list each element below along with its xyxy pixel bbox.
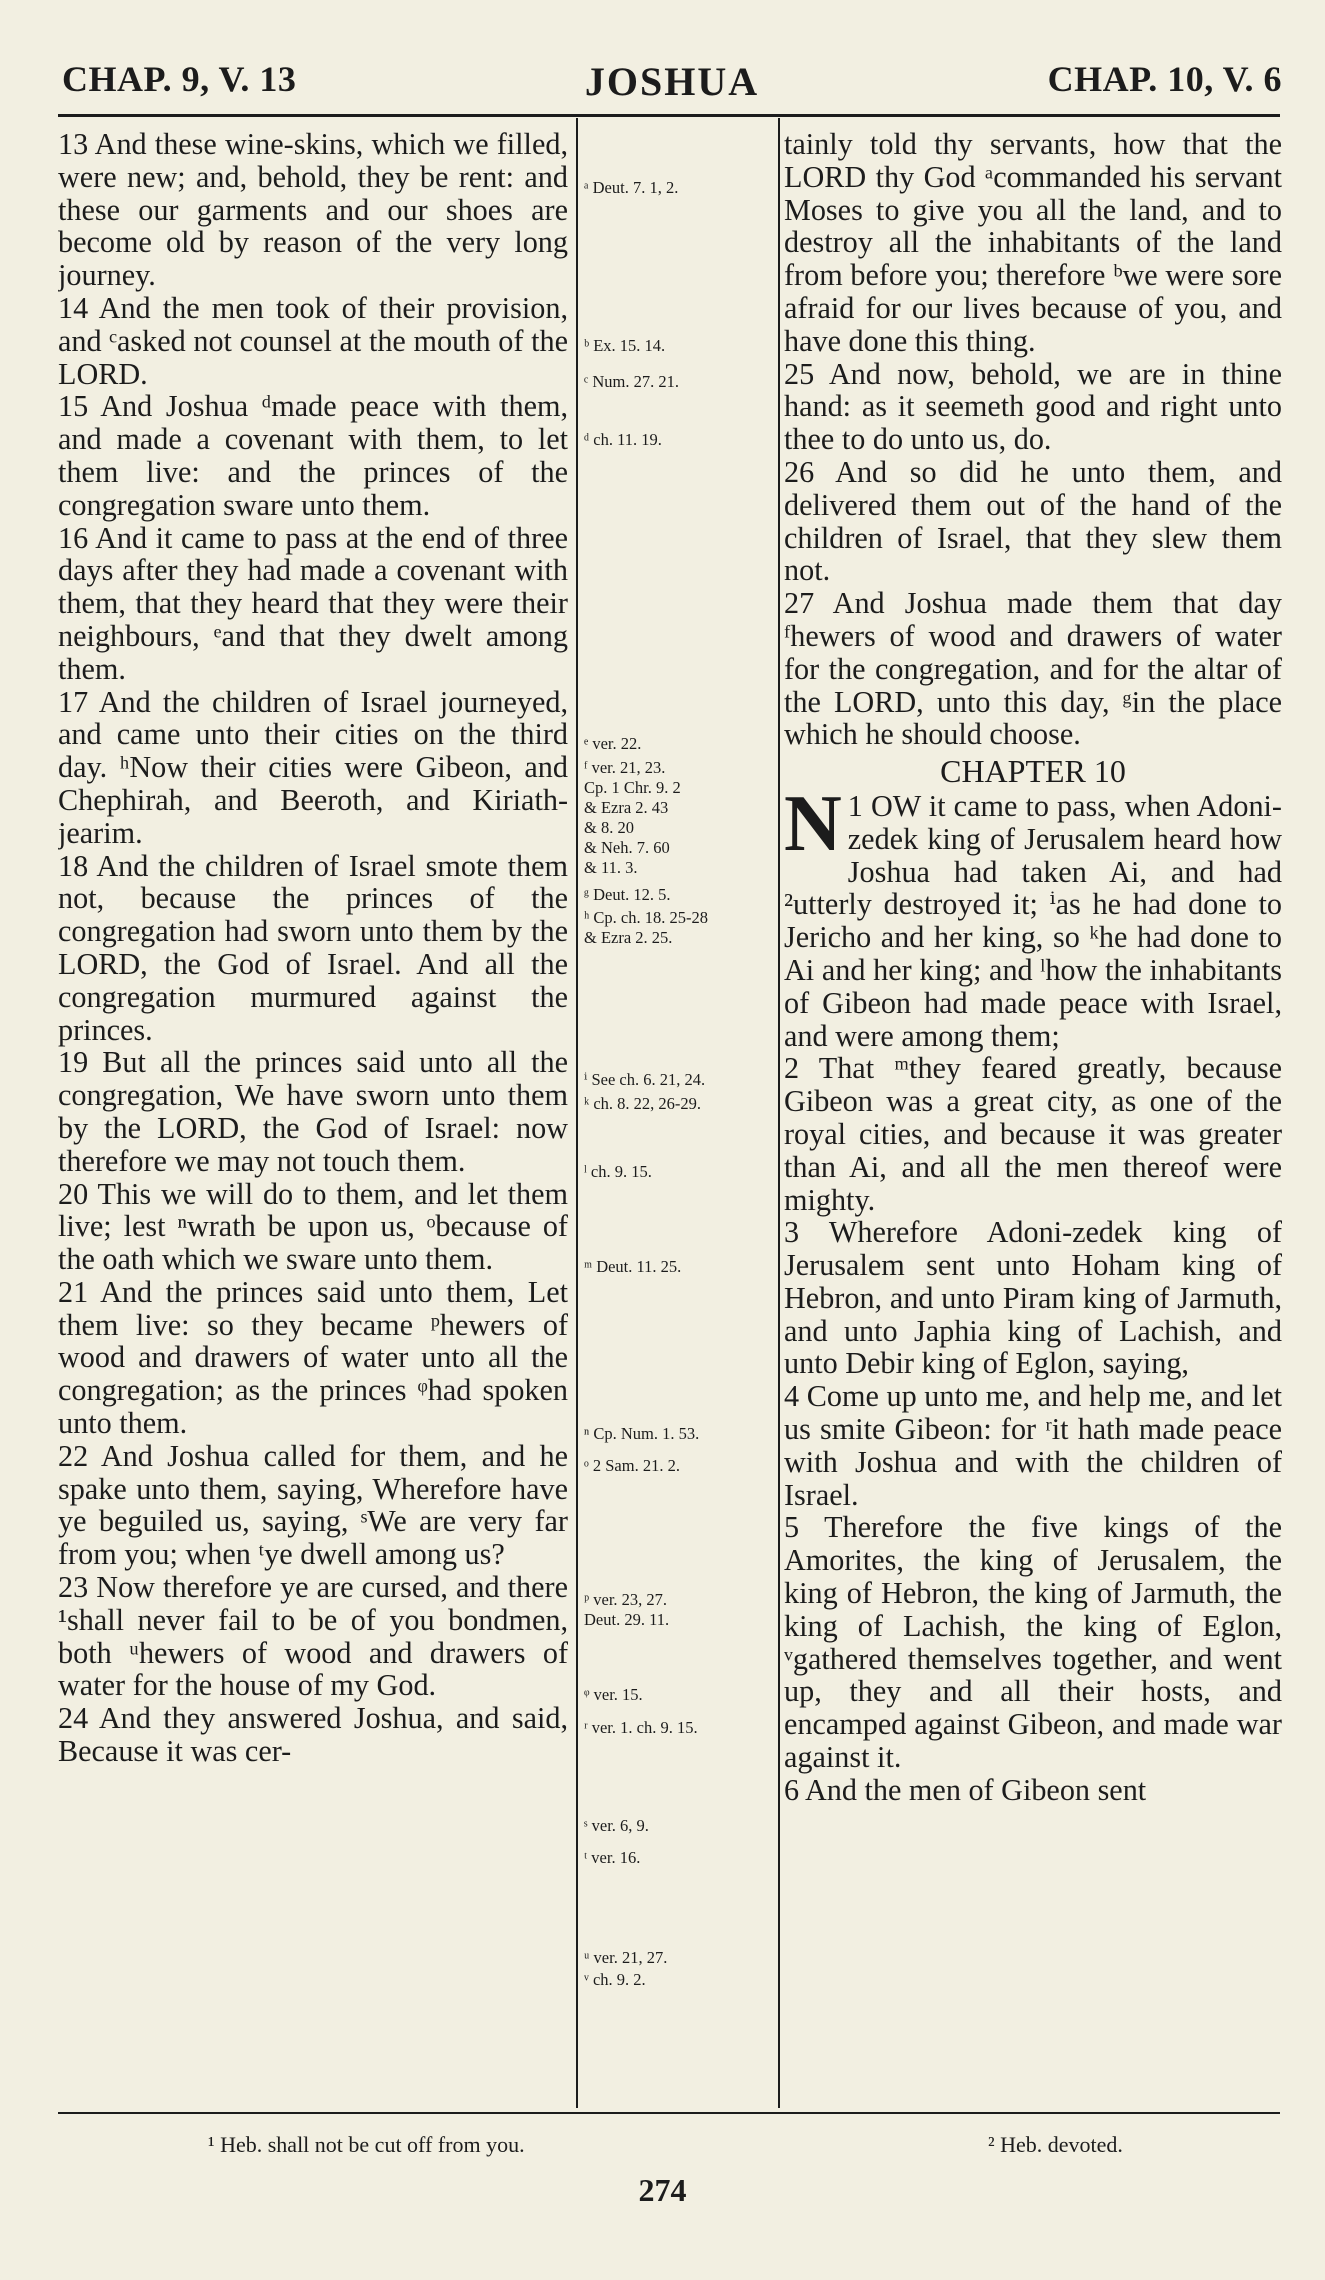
running-header: [62, 58, 1282, 110]
verse: 2 That ᵐthey feared greatly, because Gibeon was a great city, as one of the royal cities, and because it was greater than Ai, and all the men thereof were mighty.: [784, 1051, 1282, 1217]
header-left: CHAP. 9, V. 13: [62, 59, 297, 99]
verse: 23 Now therefore ye are cursed, and there ¹shall never fail to be of you bondmen, both ᵘhewers of wood and drawers of water for the house of my God.: [58, 1570, 568, 1703]
verse-1: [784, 779, 1282, 1053]
cross-reference-column: [584, 128, 774, 2103]
right-text-column: [784, 128, 1282, 2103]
verse: 16 And it came to pass at the end of three days after they had made a covenant with them, that they heard that they were their neighbours, ᵉand that they dwelt among them.: [58, 520, 568, 686]
cross-reference: ᵒ 2 Sam. 21. 2.: [584, 1456, 680, 1475]
cross-reference: ᶠ ver. 21, 23. Cp. 1 Chr. 9. 2 & Ezra 2. 43 & 8. 20 & Neh. 7. 60 & 11. 3.: [584, 758, 681, 877]
cross-reference: ᵏ ch. 8. 22, 26-29.: [584, 1094, 702, 1113]
cross-reference: ᵃ Deut. 7. 1, 2.: [584, 178, 679, 197]
verse: 13 And these wine-skins, which we filled, were new; and, behold, they be rent: and these our garments and our shoes are become old by reason of the very long journey.: [58, 128, 568, 293]
cross-reference: ˡ ch. 9. 15.: [584, 1162, 652, 1181]
column-divider-right: [778, 118, 780, 2108]
verse: 17 And the children of Israel journeyed, and came unto their cities on the third day. ʰNow their cities were Gibeon, and Chephirah, and Beeroth, and Kiriath-jearim.: [58, 684, 568, 850]
cross-reference: ᵐ Deut. 11. 25.: [584, 1257, 682, 1276]
cross-reference: ᵇ Ex. 15. 14.: [584, 336, 666, 355]
left-text-column: [58, 128, 568, 2103]
cross-reference: ᵛ ch. 9. 2.: [584, 1970, 646, 1989]
verse: 5 Therefore the five kings of the Amorites, the king of Jerusalem, the king of Hebron, the king of Jarmuth, the king of Lachish, the king of Eglon, ᵛgathered themselves together, and went up, they and all their hosts, and encamped against Gibeon, and made war against it.: [784, 1510, 1282, 1775]
footnote-2: ² Heb. devoted.: [988, 2132, 1123, 2157]
cross-reference: ʰ Cp. ch. 18. 25-28 & Ezra 2. 25.: [584, 908, 708, 947]
verse-number: 1: [847, 788, 863, 823]
footnotes: [58, 2132, 1280, 2172]
cross-reference: ⁱ See ch. 6. 21, 24.: [584, 1070, 706, 1089]
verse: 19 But all the princes said unto all the congregation, We have sworn unto them by the LORD, the God of Israel: now therefore we may not touch them.: [58, 1045, 568, 1178]
footnote-1: ¹ Heb. shall not be cut off from you.: [208, 2132, 525, 2157]
cross-reference: ˢ ver. 6, 9.: [584, 1816, 649, 1835]
page-number: 274: [638, 2172, 687, 2208]
cross-reference: ᵈ ch. 11. 19.: [584, 430, 662, 449]
verse: 24 And they answered Joshua, and said, Because it was cer-: [58, 1701, 568, 1769]
cross-reference: ʳ ver. 1. ch. 9. 15.: [584, 1718, 698, 1737]
chapter-heading: CHAPTER 10: [940, 753, 1126, 790]
cross-reference: ᵘ ver. 21, 27.: [584, 1948, 668, 1967]
verse-text: OW it came to pass, when Adoni-zedek king of Jerusalem heard how Joshua had taken Ai, and had ²utterly destroyed it; ⁱas he had done to Jericho and her king, so ᵏhe had done to Ai and her king; and ˡhow the inhabitants of Gibeon had made peace with Israel, and were among them;: [784, 788, 1282, 1053]
cross-reference: ᵉ ver. 22.: [584, 734, 642, 753]
cross-reference: ᵠ ver. 15.: [584, 1685, 643, 1704]
cross-reference: ᵍ Deut. 12. 5.: [584, 885, 671, 904]
header-book-title: JOSHUA: [584, 59, 760, 104]
column-divider-left: [576, 118, 578, 2108]
verse: 18 And the children of Israel smote them not, because the princes of the congregation had sworn unto them by the LORD, the God of Israel. And all the congregation murmured against the princes.: [58, 848, 568, 1047]
verse: 4 Come up unto me, and help me, and let us smite Gibeon: for ʳit hath made peace with Joshua and with the children of Israel.: [784, 1379, 1282, 1512]
verse: 21 And the princes said unto them, Let them live: so they became ᵖhewers of wood and drawers of water unto all the congregation; as the princes ᵠhad spoken unto them.: [58, 1274, 568, 1441]
verse: 14 And the men took of their provision, and ᶜasked not counsel at the mouth of the LORD.: [58, 290, 568, 391]
verse: tainly told thy servants, how that the LORD thy God ᵃcommanded his servant Moses to give you all the land, and to destroy all the inhabitants of the land from before you; therefore ᵇwe were sore afraid for our lives because of you, and have done this thing.: [784, 128, 1282, 358]
footer-rule: [58, 2112, 1280, 2114]
verse: 6 And the men of Gibeon sent: [784, 1772, 1147, 1807]
verse: 22 And Joshua called for them, and he spake unto them, saying, Wherefore have ye beguiled us, saying, ˢWe are very far from you; when ᵗye dwell among us?: [58, 1438, 568, 1572]
header-right: CHAP. 10, V. 6: [1047, 59, 1282, 99]
cross-reference: ᵗ ver. 16.: [584, 1848, 641, 1867]
cross-reference: ᶜ Num. 27. 21.: [584, 372, 679, 391]
verse: 15 And Joshua ᵈmade peace with them, and made a covenant with them, to let them live: and the princes of the congregation sware unto them.: [58, 389, 568, 522]
header-rule: [58, 114, 1280, 117]
cross-reference: ⁿ Cp. Num. 1. 53.: [584, 1424, 700, 1443]
drop-cap: N: [784, 779, 842, 868]
verse: 27 And Joshua made them that day ᶠhewers of wood and drawers of water for the congregation, and for the altar of the LORD, unto this day, ᵍin the place which he should choose.: [784, 586, 1282, 752]
verse: 20 This we will do to them, and let them live; lest ⁿwrath be upon us, ᵒbecause of the oath which we sware unto them.: [58, 1176, 568, 1277]
verse: 3 Wherefore Adoni-zedek king of Jerusalem sent unto Hoham king of Hebron, and unto Piram king of Jarmuth, and unto Japhia king of Lachish, and unto Debir king of Eglon, saying,: [784, 1215, 1282, 1381]
verse: 25 And now, behold, we are in thine hand: as it seemeth good and right unto thee to do unto us, do.: [784, 356, 1282, 457]
verse: 26 And so did he unto them, and delivered them out of the hand of the children of Israel, that they slew them not.: [784, 454, 1282, 588]
cross-reference: ᵖ ver. 23, 27. Deut. 29. 11.: [584, 1590, 670, 1629]
